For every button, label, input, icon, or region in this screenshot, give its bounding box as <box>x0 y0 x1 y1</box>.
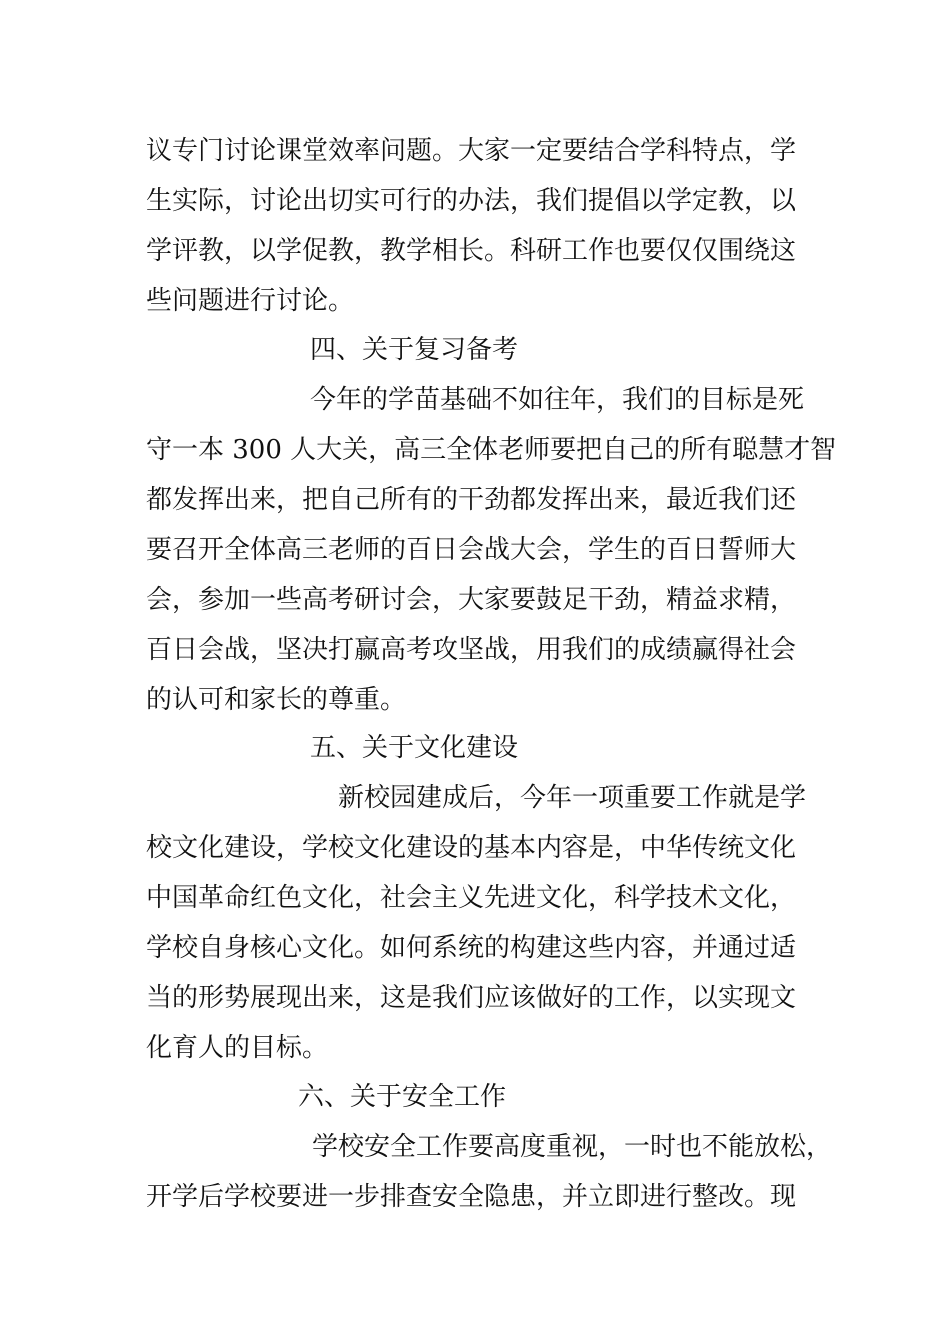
paragraph-line: 的认可和家长的尊重。 <box>146 685 407 715</box>
paragraph-line: 守一本 300 人大关，高三全体老师要把自己的所有聪慧才智 <box>146 435 837 465</box>
paragraph-line: 会，参加一些高考研讨会，大家要鼓足干劲，精益求精， <box>146 585 797 615</box>
paragraph-line: 学评教，以学促教，教学相长。科研工作也要仅仅围绕这 <box>146 236 797 266</box>
paragraph-line: 化育人的目标。 <box>146 1033 329 1063</box>
paragraph-line: 都发挥出来，把自己所有的干劲都发挥出来，最近我们还 <box>146 485 797 515</box>
paragraph-line: 中国革命红色文化，社会主义先进文化，科学技术文化， <box>146 883 797 913</box>
paragraph-line: 学校安全工作要高度重视，一时也不能放松， <box>312 1132 833 1162</box>
paragraph-line: 今年的学苗基础不如往年，我们的目标是死 <box>310 385 805 415</box>
section-heading-culture: 五、关于文化建设 <box>310 733 519 763</box>
paragraph-line: 议专门讨论课堂效率问题。大家一定要结合学科特点，学 <box>146 136 797 166</box>
section-heading-safety: 六、关于安全工作 <box>298 1082 507 1112</box>
paragraph-line: 当的形势展现出来，这是我们应该做好的工作，以实现文 <box>146 983 797 1013</box>
paragraph-line: 百日会战，坚决打赢高考攻坚战，用我们的成绩赢得社会 <box>146 635 797 665</box>
section-heading-review: 四、关于复习备考 <box>310 335 519 365</box>
paragraph-line: 新校园建成后，今年一项重要工作就是学 <box>338 783 807 813</box>
paragraph-line: 校文化建设，学校文化建设的基本内容是，中华传统文化 <box>146 833 797 863</box>
paragraph-line: 要召开全体高三老师的百日会战大会，学生的百日誓师大 <box>146 535 797 565</box>
paragraph-line: 生实际，讨论出切实可行的办法，我们提倡以学定教，以 <box>146 186 797 216</box>
paragraph-line: 些问题进行讨论。 <box>146 286 355 316</box>
paragraph-line: 开学后学校要进一步排查安全隐患，并立即进行整改。现 <box>146 1182 797 1212</box>
paragraph-line: 学校自身核心文化。如何系统的构建这些内容，并通过适 <box>146 933 797 963</box>
